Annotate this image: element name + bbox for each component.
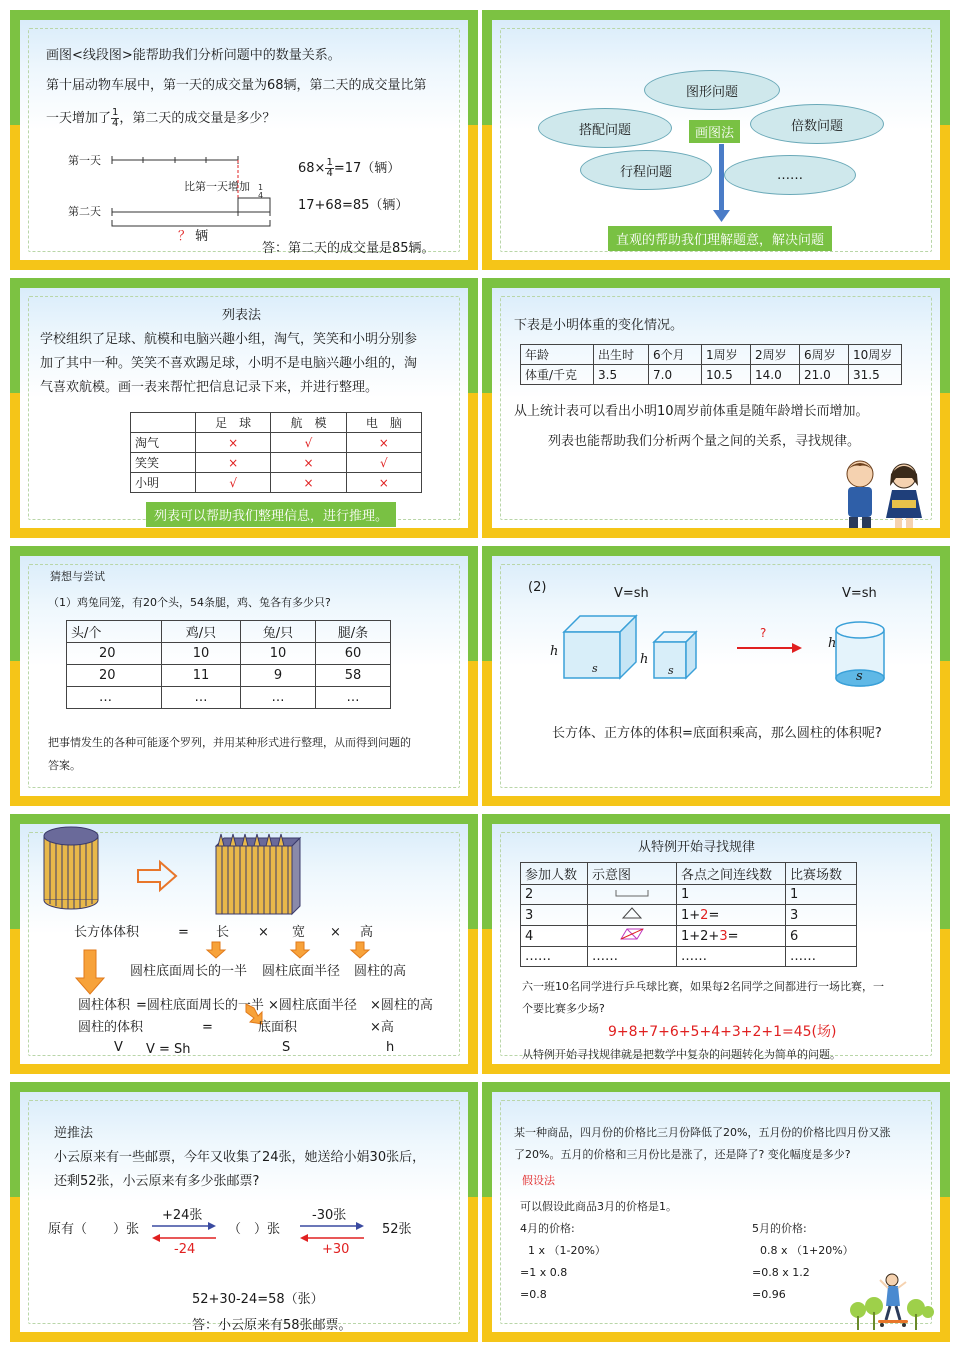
table-cell: √ [271, 433, 346, 453]
header-cell: 比赛场数 [786, 863, 857, 885]
height-label-1: h [550, 644, 559, 659]
table-cell: 3.5 [594, 365, 649, 385]
minus-24-label: -24 [174, 1242, 196, 1257]
symbol-s: S [282, 1040, 291, 1055]
question-text: （1）鸡兔同笼，有20个头，54条腿，鸡、兔各有多少只? [48, 596, 331, 609]
row-label: 淘气 [131, 433, 196, 453]
slide-title: 猜想与尝试 [50, 570, 105, 583]
table-cell: 2 [521, 885, 588, 905]
product-part-3: ×圆柱的高 [370, 998, 433, 1013]
increase-label: 比第一天增加 [184, 180, 250, 193]
table-cell: 1 [786, 885, 857, 905]
may-result: =0.96 [752, 1288, 786, 1301]
slide-line-diagram [10, 10, 478, 270]
length-label: 长 [216, 925, 230, 940]
assumption-text: 可以假设此商品3月的价格是1。 [520, 1200, 677, 1213]
radius-label: 圆柱底面半径 [262, 964, 341, 979]
may-step-1: 0.8 x （1+20%） [760, 1244, 854, 1257]
row-label: 笑笑 [131, 453, 196, 473]
table-cell: 3 [786, 905, 857, 926]
table-cell: × [196, 433, 271, 453]
slide-table-method [10, 278, 478, 538]
table-cell: 9 [241, 665, 316, 687]
table-cell: … [162, 687, 241, 709]
base-label-1: s [592, 662, 598, 675]
slide-drawing-method [482, 10, 950, 270]
width-label: 宽 [292, 925, 306, 940]
answer-text: 答：第二天的成交量是85辆。 [262, 241, 435, 256]
april-step-2: =1 x 0.8 [520, 1266, 568, 1279]
may-heading: 5月的价格: [752, 1222, 807, 1235]
table-cell: √ [196, 473, 271, 493]
cylinder-volume-label: 圆柱体积 [78, 998, 131, 1013]
table-cell: … [316, 687, 391, 709]
slide-title: 列表法 [222, 308, 262, 323]
header-cell: 10周岁 [849, 345, 902, 365]
problem-line-2: 还剩52张，小云原来有多少张邮票? [54, 1174, 260, 1189]
table-cell: … [67, 687, 162, 709]
down-arrow [492, 20, 940, 260]
formula-cylinder: V=sh [842, 586, 877, 601]
header-cell: 年龄 [521, 345, 594, 365]
table-cell: 4 [521, 926, 588, 947]
chicken-rabbit-table [66, 620, 391, 709]
question-line-2: 个要比赛多少场? [522, 1002, 605, 1015]
header-cell: 电 脑 [346, 413, 421, 433]
cylinder-volume-label-2: 圆柱的体积 [78, 1020, 144, 1035]
problem-line-1: 第十届动物车展中，第一天的成交量为68辆，第二天的成交量比第 [46, 78, 427, 93]
table-cell: √ [346, 453, 421, 473]
svg-text:1: 1 [258, 183, 264, 192]
conclusion-bar: 直观的帮助我们理解题意，解决问题 [608, 226, 832, 251]
product-part-2: ×圆柱底面半径 [268, 998, 357, 1013]
header-cell: 6个月 [649, 345, 702, 365]
table-cell: 21.0 [800, 365, 849, 385]
table-cell: 10 [162, 643, 241, 665]
formula-2: 17+68=85（辆） [298, 198, 409, 213]
day2-label: 第二天 [68, 205, 101, 218]
times-height-label: ×高 [370, 1020, 394, 1035]
table-cell: 10 [241, 643, 316, 665]
row-label: 体重/千克 [521, 365, 594, 385]
table-cell: 1+2= [677, 905, 786, 926]
slide-pattern-finding [482, 814, 950, 1074]
half-circumference-label: 圆柱底面周长的一半 [130, 964, 248, 979]
table-cell: 20 [67, 665, 162, 687]
table-cell: 60 [316, 643, 391, 665]
slide-assumption-method [482, 1082, 950, 1342]
slide-guess-and-try [10, 546, 478, 806]
symbol-v: V [114, 1040, 123, 1055]
height-label-cylinder: h [828, 636, 837, 651]
para-2: 答案。 [48, 759, 81, 772]
add-24-label: +24张 [162, 1208, 203, 1223]
product-part-1: =圆柱底面周长的一半 [136, 998, 264, 1013]
line-segment-diagram [20, 20, 300, 250]
table-cell: × [346, 433, 421, 453]
base-label-cylinder: s [856, 669, 863, 684]
intro-text: 画图<线段图>能帮助我们分析问题中的数量关系。 [46, 48, 341, 63]
para-1: 从上统计表可以看出小明10周岁前体重是随年龄增长而增加。 [514, 404, 869, 419]
day1-label: 第一天 [68, 154, 101, 167]
times-sign: × [330, 925, 341, 940]
conclusion-bar: 列表可以帮助我们整理信息，进行推理。 [146, 502, 396, 527]
topic-travel-problems: 行程问题 [580, 150, 712, 190]
answer-text: 答：小云原来有58张邮票。 [192, 1318, 352, 1332]
equals-sign-2: = [202, 1020, 213, 1035]
topic-multiple-problems: 倍数问题 [750, 104, 884, 144]
fraction: $\frac{1}{4}$ [112, 107, 119, 129]
para-2: 列表也能帮助我们分析两个量之间的关系，寻找规律。 [548, 434, 861, 449]
table-cell: × [196, 453, 271, 473]
table-cell: 11 [162, 665, 241, 687]
header-cell: 兔/只 [241, 621, 316, 643]
table-cell: 31.5 [849, 365, 902, 385]
header-cell: 6周岁 [800, 345, 849, 365]
question-line-1: 六一班10名同学进行乒乓球比赛，如果每2名同学之间都进行一场比赛，一 [522, 980, 884, 993]
item-number: (2) [528, 580, 547, 595]
header-cell: 各点之间连线数 [677, 863, 786, 885]
slide-cylinder-volume [10, 814, 478, 1074]
sum-formula: 9+8+7+6+5+4+3+2+1=45(场) [608, 1024, 837, 1040]
cuboid-volume-label: 长方体体积 [74, 925, 140, 940]
table-cell: 10.5 [702, 365, 751, 385]
table-cell: 1+2+3= [677, 926, 786, 947]
header-cell: 2周岁 [751, 345, 800, 365]
problem-text-a: 一天增加了 [46, 111, 112, 126]
problem-line-1: 小云原来有一些邮票，今年又收集了24张，她送给小娟30张后， [54, 1150, 426, 1165]
formula-1: 68× $\frac{1}{4}$ =17（辆） [298, 157, 401, 179]
center-label: 画图法 [689, 120, 740, 143]
table-cell: 20 [67, 643, 162, 665]
april-heading: 4月的价格: [520, 1222, 575, 1235]
table-cell: …… [521, 947, 588, 967]
base-area-label: 底面积 [258, 1020, 298, 1035]
start-box-label: 原有（ ）张 [48, 1222, 140, 1237]
question-mark: ? [760, 626, 767, 640]
intro-text: 下表是小明体重的变化情况。 [514, 318, 684, 333]
question-text: 长方体、正方体的体积=底面积乘高，那么圆柱的体积呢? [552, 726, 882, 741]
header-cell: 参加人数 [521, 863, 588, 885]
may-step-2: =0.8 x 1.2 [752, 1266, 810, 1279]
height-label-2: h [640, 652, 649, 667]
april-step-1: 1 x （1-20%） [528, 1244, 606, 1257]
para-1: 学校组织了足球、航模和电脑兴趣小组，淘气，笑笑和小明分别参 [40, 332, 418, 347]
topic-more: …… [724, 155, 856, 195]
plus-30-label: +30 [322, 1242, 350, 1257]
header-cell: 头/个 [67, 621, 162, 643]
cylinder-height-label: 圆柱的高 [354, 964, 407, 979]
table-cell: × [346, 473, 421, 493]
header-cell: 腿/条 [316, 621, 391, 643]
height-label: 高 [360, 925, 374, 940]
equals-sign: = [178, 925, 189, 940]
table-cell: × [271, 453, 346, 473]
minus-30-label: -30张 [312, 1208, 347, 1223]
diagram-triangle [588, 905, 677, 926]
formula-cuboid: V=sh [614, 586, 649, 601]
para-1: 把事情发生的各种可能逐个罗列，并用某种形式进行整理，从而得到问题的 [48, 736, 411, 749]
method-label: 假设法 [522, 1174, 555, 1187]
para-3: 气喜欢航模。画一表来帮忙把信息记录下来，并进行整理。 [40, 380, 379, 395]
slide-backward-reasoning [10, 1082, 478, 1342]
times-sign: × [258, 925, 269, 940]
calculation: 52+30-24=58（张） [192, 1292, 324, 1307]
table-cell: … [241, 687, 316, 709]
slide-title: 逆推法 [54, 1126, 94, 1141]
header-cell: 1周岁 [702, 345, 751, 365]
header-cell: 出生时 [594, 345, 649, 365]
table-cell: …… [588, 947, 677, 967]
header-cell: 足 球 [196, 413, 271, 433]
topic-shape-problems: 图形问题 [644, 70, 780, 110]
cartoon-children-illustration [832, 456, 932, 528]
diagram-quadrilateral [588, 926, 677, 947]
logic-table [130, 412, 422, 493]
april-result: =0.8 [520, 1288, 547, 1301]
topic-matching-problems: 搭配问题 [538, 108, 672, 148]
table-cell: 58 [316, 665, 391, 687]
cuboid-and-cube-figures [492, 556, 940, 796]
slide-volume [482, 546, 950, 806]
para-2: 加了其中一种。笑笑不喜欢踢足球，小明不是电脑兴趣小组的，淘 [40, 356, 418, 371]
table-cell: 6 [786, 926, 857, 947]
table-cell: 3 [521, 905, 588, 926]
table-cell: 7.0 [649, 365, 702, 385]
end-label: 52张 [382, 1222, 412, 1237]
table-cell: …… [786, 947, 857, 967]
match-count-table [520, 862, 857, 967]
symbol-h: h [386, 1040, 395, 1055]
formula-v-sh: V = Sh [146, 1042, 191, 1057]
header-cell: 航 模 [271, 413, 346, 433]
problem-line-1: 某一种商品，四月份的价格比三月份降低了20%，五月份的价格比四月份又涨 [514, 1126, 891, 1139]
svg-text:4: 4 [258, 191, 264, 200]
slide-weight-table [482, 278, 950, 538]
conclusion-text: 从特例开始寻找规律就是把数学中复杂的问题转化为简单的问题。 [522, 1048, 841, 1061]
row-label: 小明 [131, 473, 196, 493]
table-cell: …… [677, 947, 786, 967]
header-cell [131, 413, 196, 433]
header-cell: 鸡/只 [162, 621, 241, 643]
table-cell: × [271, 473, 346, 493]
unknown-mark: ？ 辆 [178, 229, 209, 244]
weight-table [520, 344, 902, 385]
table-cell: 14.0 [751, 365, 800, 385]
middle-box-label: （ ）张 [228, 1222, 281, 1237]
slide-title: 从特例开始寻找规律 [638, 840, 756, 855]
problem-text-b: ，第二天的成交量是多少？ [119, 111, 276, 126]
problem-line-2: 了20%。五月的价格和三月份比是涨了，还是降了? 变化幅度是多少? [514, 1148, 851, 1161]
header-cell: 示意图 [588, 863, 677, 885]
cartoon-skater-illustration [844, 1272, 936, 1332]
diagram-two-points [588, 885, 677, 905]
base-label-2: s [668, 664, 674, 677]
table-cell: 1 [677, 885, 786, 905]
